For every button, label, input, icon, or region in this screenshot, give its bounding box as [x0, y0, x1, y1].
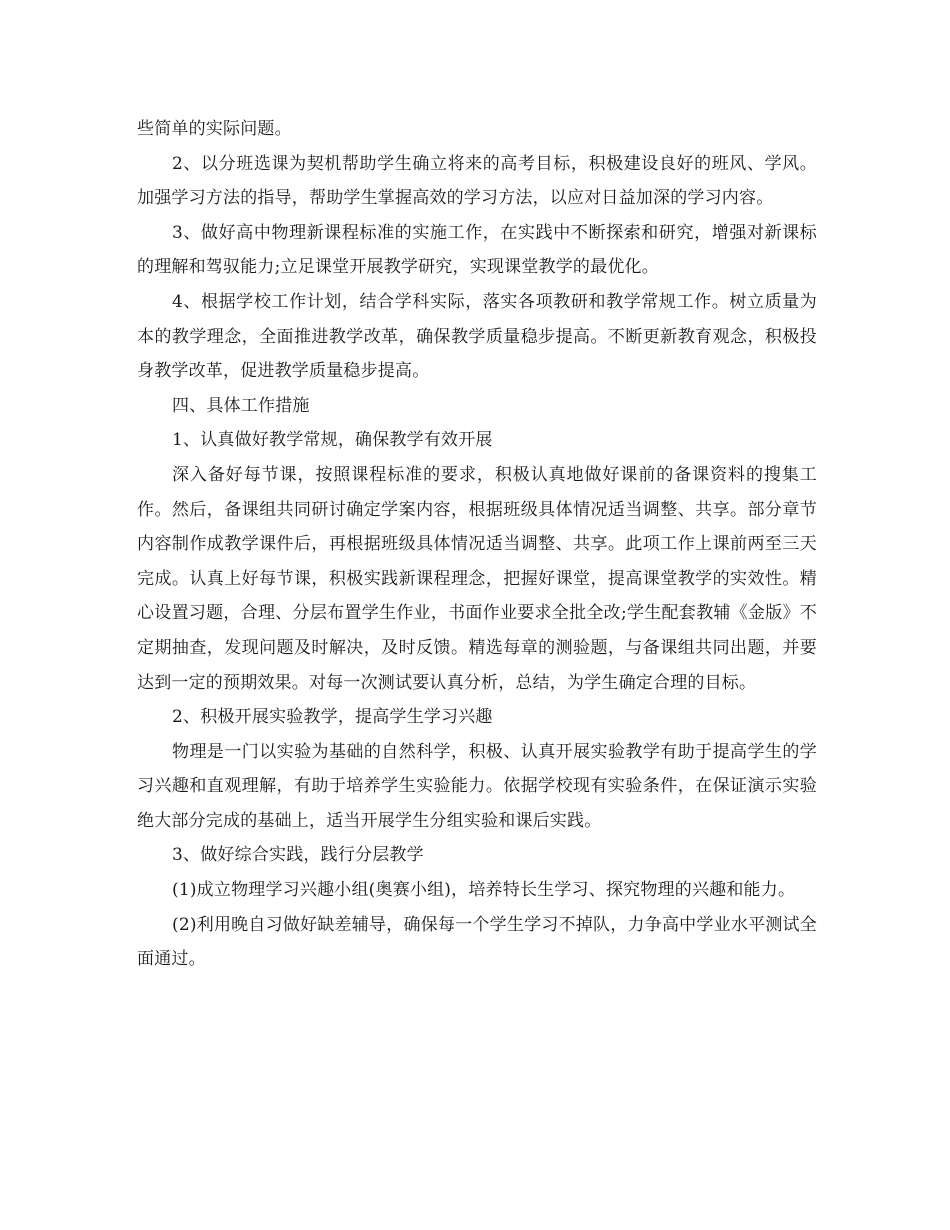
- paragraph-goal-2: 2、以分班选课为契机帮助学生确立将来的高考目标，积极建设良好的班风、学风。加强学习方法的指导，帮助学生掌握高效的学习方法，以应对日益加深的学习内容。: [137, 153, 817, 209]
- paragraph-goal-3: 3、做好高中物理新课程标准的实施工作，在实践中不断探索和研究，增强对新课标的理解和驾驭能力;立足课堂开展教学研究，实现课堂教学的最优化。: [137, 222, 817, 278]
- subheading-measure-2: 2、积极开展实验教学，提高学生学习兴趣: [172, 707, 493, 728]
- paragraph-measure-2: 物理是一门以实验为基础的自然科学，积极、认真开展实验教学有助于提高学生的学习兴趣和直观理解，有助于培养学生实验能力。依据学校现有实验条件，在保证演示实验绝大部分完成的基础上，适当开展学生分组实验和课后实践。: [137, 741, 817, 831]
- paragraph-measure-1: 深入备好每节课，按照课程标准的要求，积极认真地做好课前的备课资料的搜集工作。然后，备课组共同研讨确定学案内容，根据班级具体情况适当调整、共享。部分章节内容制作成教学课件后，再根据班级具体情况适当调整、共享。此项工作上课前两至三天完成。认真上好每节课，积极实践新课程理念，把握好课堂，提高课堂教学的实效性。精心设置习题，合理、分层布置学生作业，书面作业要求全批全改;学生配套教辅《金版》不定期抽查，发现问题及时解决，及时反馈。精选每章的测验题，与备课组共同出题，并要达到一定的预期效果。对每一次测试要认真分析，总结，为学生确定合理的目标。: [137, 464, 817, 693]
- paragraph-goal-4: 4、根据学校工作计划，结合学科实际，落实各项教研和教学常规工作。树立质量为本的教学理念，全面推进教学改革，确保教学质量稳步提高。不断更新教育观念，积极投身教学改革，促进教学质量稳步提高。: [137, 291, 817, 382]
- subheading-measure-3: 3、做好综合实践，践行分层教学: [172, 845, 424, 866]
- subheading-measure-1: 1、认真做好教学常规，确保教学有效开展: [172, 430, 493, 451]
- document-body: [137, 112, 817, 977]
- paragraph-measure-3-item-2: (2)利用晚自习做好缺差辅导，确保每一个学生学习不掉队，力争高中学业水平测试全面通过。: [137, 914, 817, 970]
- paragraph-continuation: 些简单的实际问题。: [137, 119, 292, 139]
- paragraph-measure-3-item-1: (1)成立物理学习兴趣小组(奥赛小组)，培养特长生学习、探究物理的兴趣和能力。: [172, 880, 796, 901]
- section-heading-measures: 四、具体工作措施: [172, 395, 310, 416]
